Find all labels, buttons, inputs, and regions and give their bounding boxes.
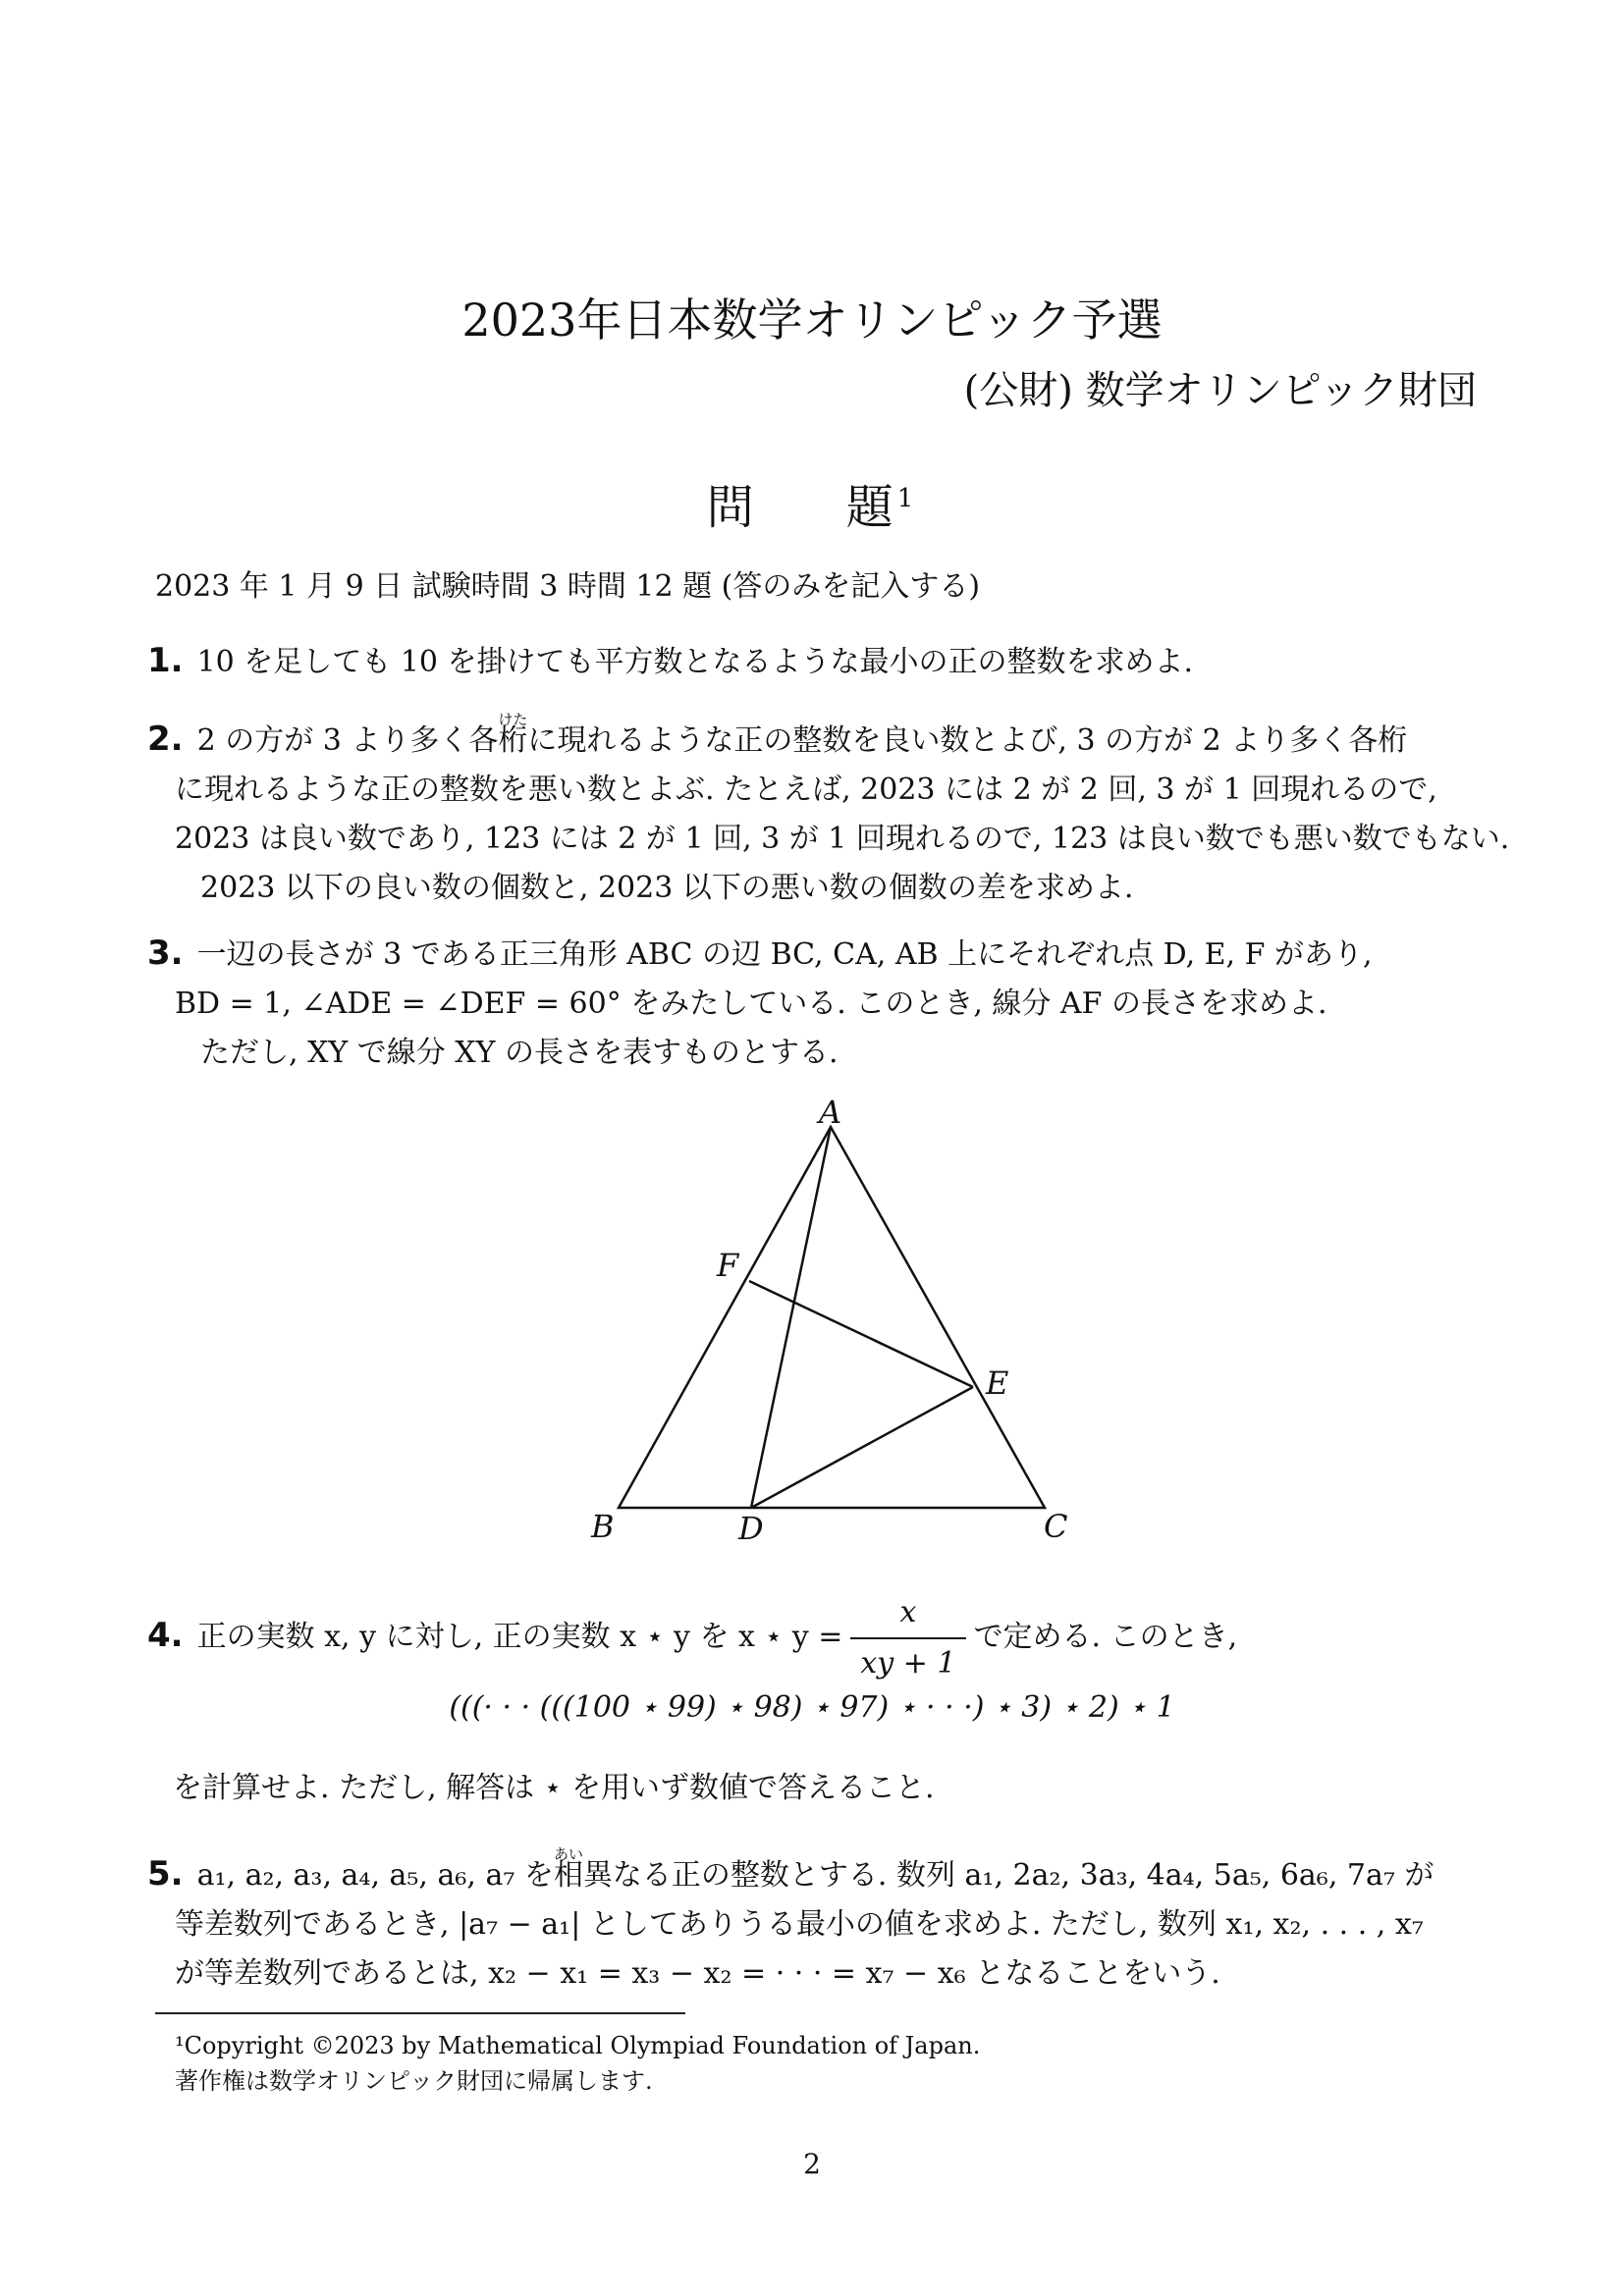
heading-footnote-mark: 1: [896, 484, 918, 513]
problem-text-line: ただし, XY で線分 XY の長さを表すものとする.: [200, 1036, 839, 1070]
problem-text-line: に現れるような正の整数を良い数とよび, 3 の方が 2 より多く各桁: [527, 723, 1408, 758]
problem-text-line: 2 の方が 3 より多く各: [196, 723, 499, 758]
problem-text-line: を計算せよ. ただし, 解答は ⋆ を用いず数値で答えること.: [173, 1771, 935, 1805]
footnote-copyright: ¹Copyright ©2023 by Mathematical Olympiad Foundation of Japan.: [175, 2032, 981, 2059]
label-c: C: [1044, 1508, 1068, 1545]
footnote-rights: 著作権は数学オリンピック財団に帰属します.: [175, 2067, 653, 2095]
section-heading: [0, 469, 1624, 537]
label-f: F: [717, 1247, 739, 1284]
ruby-reading: けた: [498, 711, 528, 728]
problem-text-line: が等差数列であるとは, x₂ − x₁ = x₃ − x₂ = · · · = x₇ − x₆ となることをいう.: [175, 1956, 1220, 1991]
segment-ef: [749, 1281, 973, 1387]
problem-4: [147, 1588, 1483, 1688]
page-title: 2023年日本数学オリンピック予選: [461, 294, 1163, 347]
problem-text-line: 一辺の長さが 3 である正三角形 ABC の辺 BC, CA, AB 上にそれぞれ点 D, E, F があり,: [196, 937, 1373, 972]
label-a: A: [819, 1099, 842, 1131]
ruby-annotation: [498, 711, 528, 766]
problem-number: 3.: [147, 934, 184, 973]
problem-number: 2.: [147, 720, 184, 759]
page-number: 2: [803, 2148, 821, 2180]
fraction-numerator: x: [850, 1588, 965, 1639]
segment-ad: [751, 1127, 831, 1508]
fraction: [850, 1588, 965, 1688]
heading-right: 題: [845, 480, 897, 535]
display-formula: (((· · · (((100 ⋆ 99) ⋆ 98) ⋆ 97) ⋆ · · ·) ⋆ 3) ⋆ 2) ⋆ 1: [449, 1690, 1175, 1725]
problem-text-line: a₁, a₂, a₃, a₄, a₅, a₆, a₇ を: [196, 1858, 554, 1893]
problem-text-line: 異なる正の整数とする. 数列 a₁, 2a₂, 3a₃, 4a₄, 5a₅, 6a₆, 7a₇ が: [582, 1858, 1435, 1893]
ruby-reading: あい: [553, 1845, 583, 1863]
problem-2: [147, 711, 1510, 913]
problem-number: 4.: [147, 1616, 184, 1655]
problem-text-line: に現れるような正の整数を悪い数とよぶ. たとえば, 2023 には 2 が 2 回, 3 が 1 回現れるので,: [175, 773, 1437, 807]
segment-de: [751, 1387, 973, 1508]
fraction-denominator: xy + 1: [860, 1646, 956, 1681]
problem-text-line: 正の実数 x, y に対し, 正の実数 x ⋆ y を x ⋆ y =: [196, 1620, 843, 1654]
problem-text-line: 2023 は良い数であり, 123 には 2 が 1 回, 3 が 1 回現れるので, 123 は良い数でも悪い数でもない.: [175, 822, 1510, 856]
problem-text-line: 2023 以下の良い数の個数と, 2023 以下の悪い数の個数の差を求めよ.: [200, 871, 1134, 905]
problem-text-line: 等差数列であるとき, |a₇ − a₁| としてありうる最小の値を求めよ. ただし, 数列 x₁, x₂, . . . , x₇: [175, 1907, 1424, 1942]
problem-number: 5.: [147, 1854, 184, 1894]
problem-text-line: で定める. このとき,: [973, 1620, 1238, 1654]
triangle-abc: [619, 1127, 1045, 1508]
problem-text: 10 を足しても 10 を掛けても平方数となるような最小の正の整数を求めよ.: [196, 645, 1194, 679]
footnote-rule: [155, 2012, 685, 2014]
problem-number: 1.: [147, 641, 184, 680]
ruby-annotation: [553, 1845, 583, 1900]
heading-left: 問: [706, 480, 758, 535]
problem-3: [147, 929, 1483, 1078]
exam-info: 2023 年 1 月 9 日 試験時間 3 時間 12 題 (答のみを記入する): [155, 569, 981, 604]
problem-text-line: BD = 1, ∠ADE = ∠DEF = 60° をみたしている. このとき, 線分 AF の長さを求めよ.: [175, 987, 1327, 1021]
triangle-figure: [579, 1099, 1090, 1571]
problem-1: [147, 636, 1483, 687]
organization: (公財) 数学オリンピック財団: [963, 368, 1477, 413]
label-e: E: [986, 1364, 1009, 1402]
problem-5: [147, 1845, 1483, 1999]
footnote: [175, 2028, 980, 2099]
label-d: D: [738, 1510, 764, 1547]
label-b: B: [591, 1508, 615, 1545]
ruby-base: 桁: [498, 723, 528, 758]
ruby-base: 相: [553, 1858, 583, 1893]
